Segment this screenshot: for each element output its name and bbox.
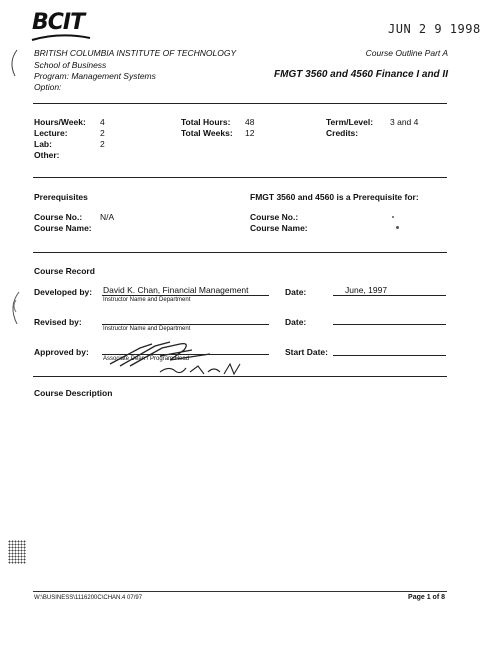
logo-swoosh-icon: [30, 34, 92, 44]
developed-by-line: [102, 295, 269, 296]
hours-week-value: 4: [100, 117, 105, 127]
course-record-divider: [33, 376, 447, 377]
footer-page-number: Page 1 of 8: [408, 594, 445, 601]
scan-noise-patch: [8, 540, 26, 564]
lab-value: 2: [100, 139, 105, 149]
institute-name: BRITISH COLUMBIA INSTITUTE OF TECHNOLOGY: [34, 48, 237, 58]
total-weeks-label: Total Weeks:: [181, 128, 233, 138]
approved-by-label: Approved by:: [34, 347, 89, 357]
scan-speck: [396, 226, 399, 229]
revised-by-line: [102, 324, 269, 325]
program-name: Program: Management Systems: [34, 71, 156, 81]
course-title: FMGT 3560 and 4560 Finance I and II: [274, 69, 448, 80]
scan-speck: [392, 216, 394, 218]
handwritten-signature: [100, 336, 280, 380]
binding-hole-mark: [6, 48, 20, 78]
developed-by-label: Developed by:: [34, 287, 93, 297]
prerequisites-heading: Prerequisites: [34, 192, 88, 202]
received-date-stamp: JUN 2 9 1998: [388, 22, 481, 36]
footer-divider: [33, 591, 447, 592]
lecture-value: 2: [100, 128, 105, 138]
course-description-heading: Course Description: [34, 388, 113, 398]
lab-label: Lab:: [34, 139, 52, 149]
prereq-for-heading: FMGT 3560 and 4560 is a Prerequisite for:: [250, 192, 419, 202]
right-course-no-label: Course No.:: [250, 212, 299, 222]
hours-week-label: Hours/Week:: [34, 117, 86, 127]
right-course-name-label: Course Name:: [250, 223, 308, 233]
total-weeks-value: 12: [245, 128, 255, 138]
revised-by-label: Revised by:: [34, 317, 82, 327]
footer-file-path: W:\BUSINESS\1116200C\CHAN.4 07/97: [34, 595, 143, 601]
course-no-value: N/A: [100, 212, 115, 222]
outline-label: Course Outline Part A: [365, 48, 448, 58]
start-date-line: [333, 355, 446, 356]
developed-by-value: David K. Chan, Financial Management: [103, 285, 249, 295]
lecture-label: Lecture:: [34, 128, 68, 138]
credits-label: Credits:: [326, 128, 359, 138]
school-name: School of Business: [34, 60, 107, 70]
bcit-logo: [32, 10, 84, 35]
prerequisites-divider: [33, 252, 447, 253]
developed-instructor-caption: Instructor Name and Department: [103, 297, 191, 303]
revised-instructor-caption: Instructor Name and Department: [103, 326, 191, 332]
revised-date-line: [333, 324, 446, 325]
hours-divider: [33, 177, 447, 178]
logo-text: BCIT: [32, 10, 85, 35]
approved-caption: Associate Dean / Program Head: [103, 356, 190, 362]
course-name-label: Course Name:: [34, 223, 92, 233]
header-divider: [33, 103, 447, 104]
start-date-label: Start Date:: [285, 347, 328, 357]
term-level-value: 3 and 4: [390, 117, 419, 127]
option-label: Option:: [34, 82, 62, 92]
course-record-heading: Course Record: [34, 266, 95, 276]
date-line: [333, 295, 446, 296]
total-hours-label: Total Hours:: [181, 117, 231, 127]
date-label: Date:: [285, 287, 307, 297]
other-label: Other:: [34, 150, 60, 160]
binding-hole-mark: [6, 290, 22, 326]
term-level-label: Term/Level:: [326, 117, 374, 127]
date-value: June, 1997: [345, 285, 388, 295]
total-hours-value: 48: [245, 117, 255, 127]
course-no-label: Course No.:: [34, 212, 83, 222]
revised-date-label: Date:: [285, 317, 307, 327]
